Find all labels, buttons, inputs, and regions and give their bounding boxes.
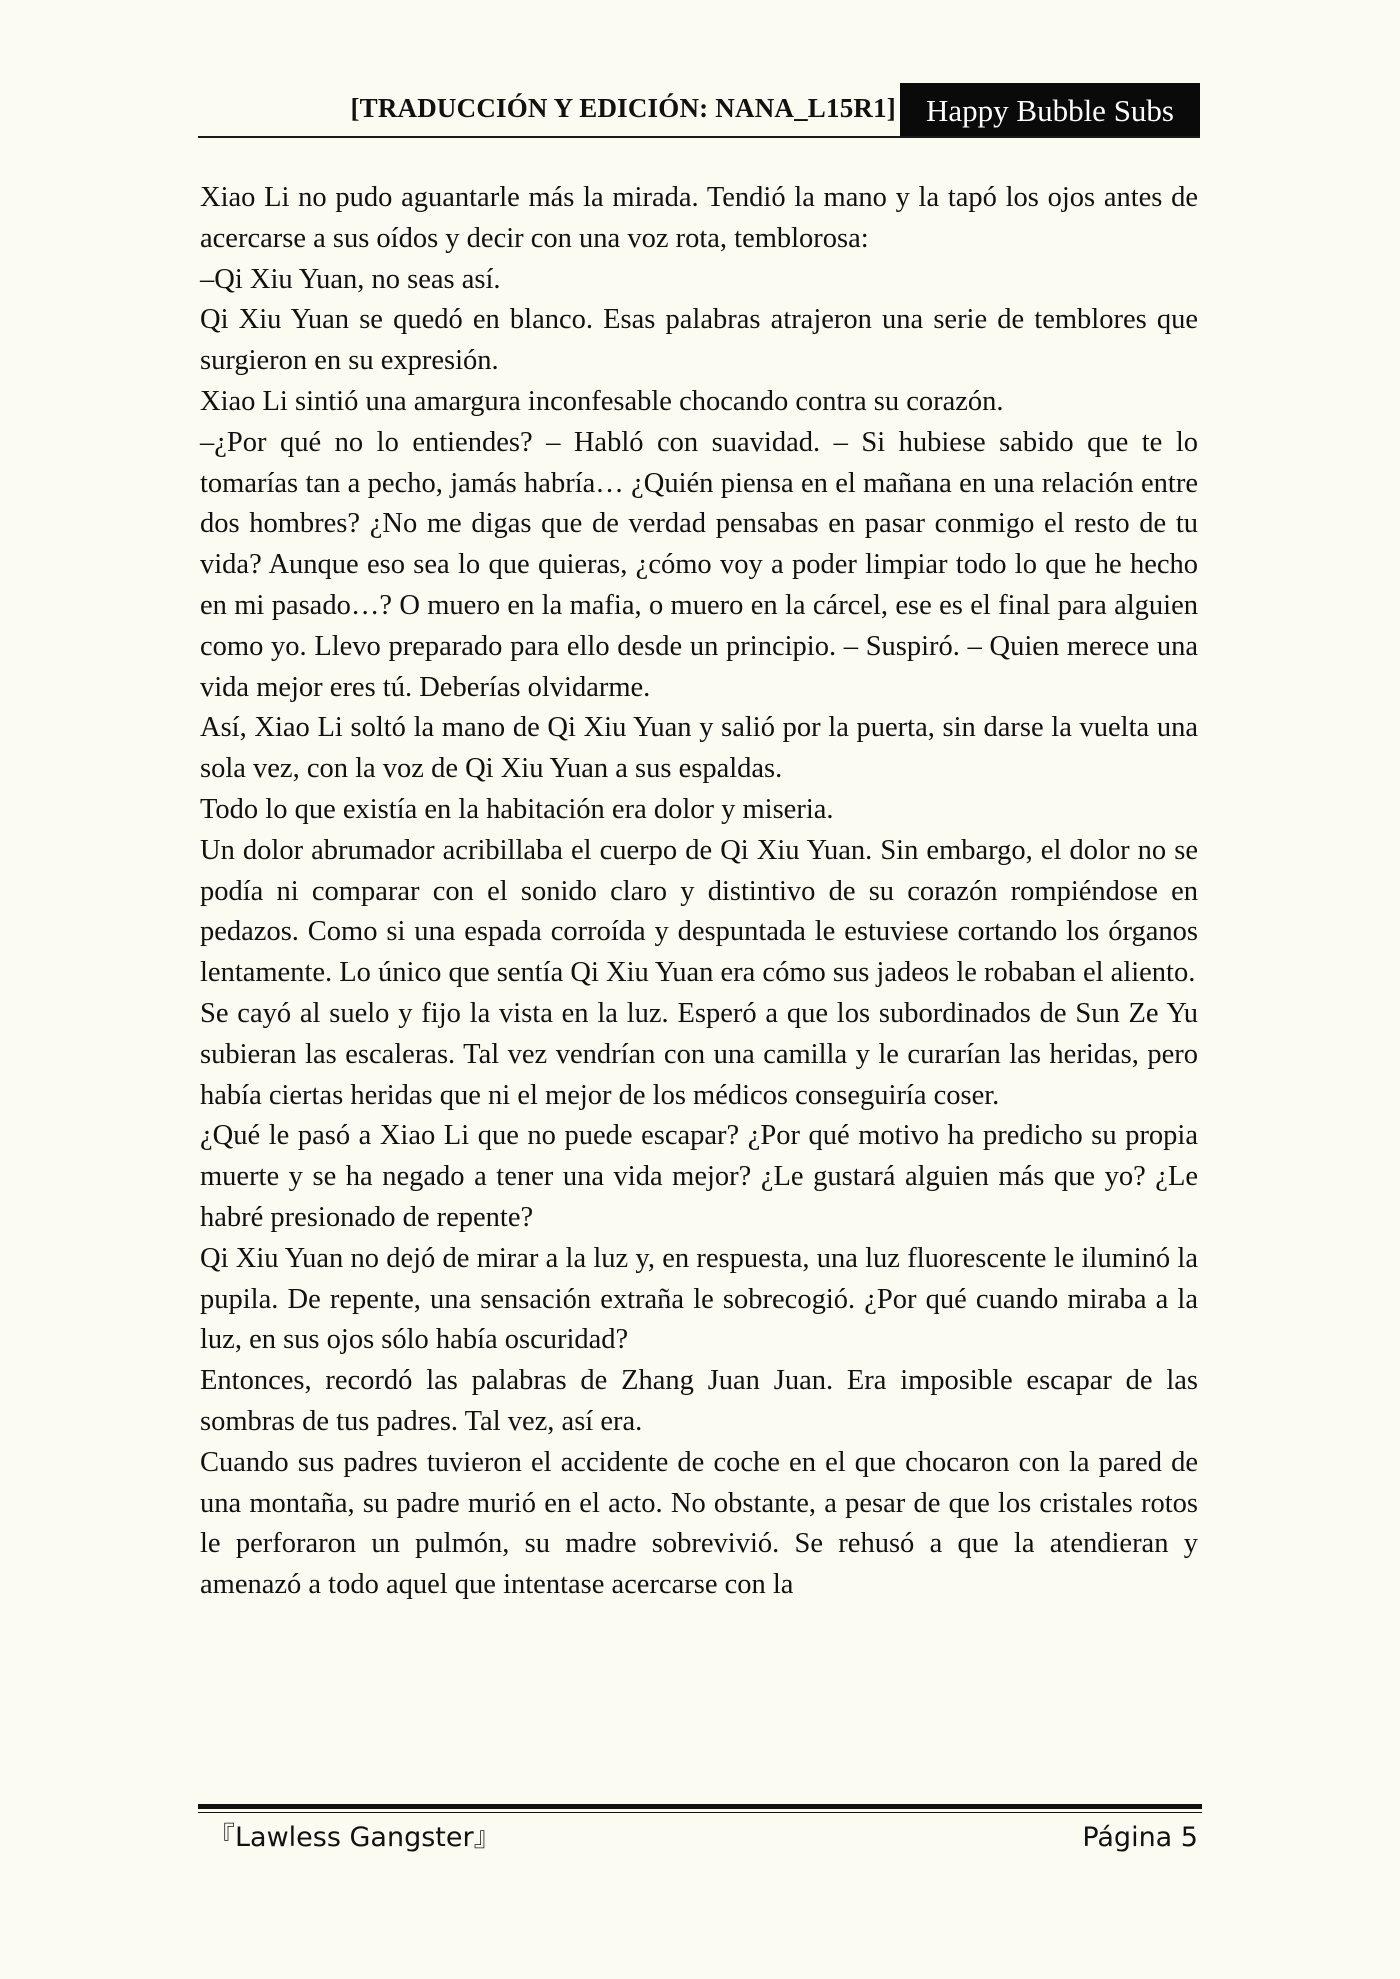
paragraph: Qi Xiu Yuan no dejó de mirar a la luz y, en respuesta, una luz fluorescente le iluminó la pupila. De repente, una sensación extraña le sobrecogió. ¿Por qué cuando miraba a la luz, en sus ojos sólo había oscuridad? xyxy=(200,1242,1198,1356)
page-body xyxy=(200,178,1198,1606)
paragraph: Xiao Li no pudo aguantarle más la mirada. Tendió la mano y la tapó los ojos antes de acercarse a sus oídos y decir con una voz rota, temblorosa: xyxy=(200,182,1198,254)
paragraph: Entonces, recordó las palabras de Zhang Juan Juan. Era imposible escapar de las sombras de tus padres. Tal vez, así era. xyxy=(200,1365,1198,1437)
brand-label: Happy Bubble Subs xyxy=(900,83,1200,138)
page-header xyxy=(198,83,1200,138)
book-title: 『Lawless Gangster』 xyxy=(208,1822,501,1853)
paragraph: –Qi Xiu Yuan, no seas así. xyxy=(200,263,501,295)
paragraph: Cuando sus padres tuvieron el accidente de coche en el que chocaron con la pared de una montaña, su padre murió en el acto. No obstante, a pesar de que los cristales rotos le perforaron un pulmón, su madre sobrevivió. Se rehusó a que la atendieran y amenazó a todo aquel que intentase acercarse con la xyxy=(200,1446,1198,1601)
footer-divider-thin xyxy=(198,1812,1202,1813)
paragraph: –¿Por qué no lo entiendes? – Habló con suavidad. – Si hubiese sabido que te lo tomarías tan a pecho, jamás habría… ¿Quién piensa en el mañana en una relación entre dos hombres? ¿No me digas que de verdad pensabas en pasar conmigo el resto de tu vida? Aunque eso sea lo que quieras, ¿cómo voy a poder limpiar todo lo que he hecho en mi pasado…? O muero en la mafia, o muero en la cárcel, ese es el final para alguien como yo. Llevo preparado para ello desde un principio. – Suspiró. – Quien merece una vida mejor eres tú. Deberías olvidarme. xyxy=(200,426,1198,703)
header-divider xyxy=(198,136,1200,138)
paragraph: Todo lo que existía en la habitación era dolor y miseria. xyxy=(200,793,834,825)
paragraph: Xiao Li sintió una amargura inconfesable chocando contra su corazón. xyxy=(200,385,1004,417)
footer-divider-thick xyxy=(198,1804,1202,1809)
paragraph: Qi Xiu Yuan se quedó en blanco. Esas palabras atrajeron una serie de temblores que surgieron en su expresión. xyxy=(200,304,1198,377)
paragraph: Un dolor abrumador acribillaba el cuerpo de Qi Xiu Yuan. Sin embargo, el dolor no se podía ni comparar con el sonido claro y distintivo de su corazón rompiéndose en pedazos. Como si una espada corroída y despuntada le estuviese cortando los órganos lentamente. Lo único que sentía Qi Xiu Yuan era cómo sus jadeos le robaban el aliento. xyxy=(200,834,1198,989)
paragraph: Se cayó al suelo y fijo la vista en la luz. Esperó a que los subordinados de Sun Ze Yu subieran las escaleras. Tal vez vendrían con una camilla y le curarían las heridas, pero había ciertas heridas que ni el mejor de los médicos conseguiría coser. xyxy=(200,997,1198,1111)
translation-credit: [TRADUCCIÓN Y EDICIÓN: NANA_L15R1] xyxy=(350,93,896,123)
paragraph: ¿Qué le pasó a Xiao Li que no puede escapar? ¿Por qué motivo ha predicho su propia muerte y se ha negado a tener una vida mejor? ¿Le gustará alguien más que yo? ¿Le habré presionado de repente? xyxy=(200,1120,1198,1233)
page-number: Página 5 xyxy=(1082,1822,1198,1853)
paragraph: Así, Xiao Li soltó la mano de Qi Xiu Yuan y salió por la puerta, sin darse la vuelta una sola vez, con la voz de Qi Xiu Yuan a sus espaldas. xyxy=(200,712,1198,785)
